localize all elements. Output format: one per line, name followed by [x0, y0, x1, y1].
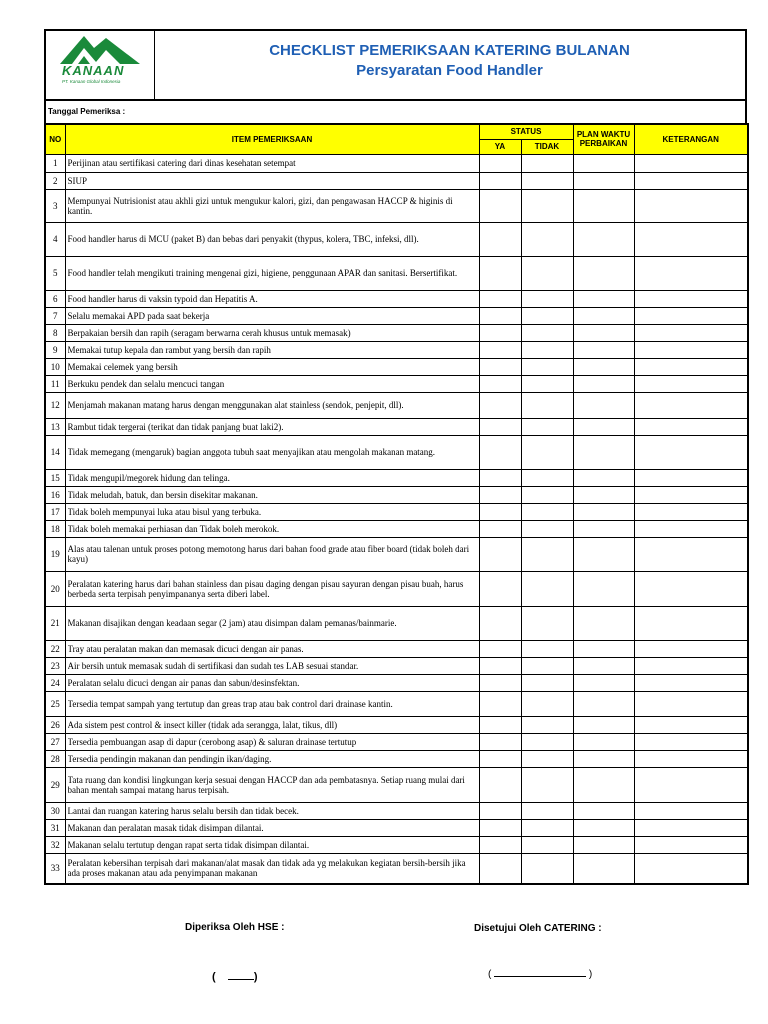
cell-ya[interactable] [479, 341, 521, 358]
cell-ya[interactable] [479, 537, 521, 571]
table-row [45, 767, 748, 802]
table-row [45, 503, 748, 520]
cell-ya[interactable] [479, 324, 521, 341]
cell-tidak[interactable] [521, 172, 573, 189]
row-item [65, 189, 479, 222]
row-item [65, 640, 479, 657]
cell-plan[interactable] [573, 836, 634, 853]
cell-plan[interactable] [573, 392, 634, 418]
row-item-text: Menjamah makanan matang harus dengan menggunakan alat stainless (sendok, penjepit, dll). [67, 400, 404, 410]
cell-keterangan[interactable] [634, 674, 748, 691]
row-item [65, 853, 479, 884]
table-row [45, 469, 748, 486]
table-row [45, 189, 748, 222]
row-number: 11 [45, 375, 65, 392]
row-item [65, 358, 479, 375]
row-number: 26 [45, 716, 65, 733]
header-keterangan: KETERANGAN [634, 124, 748, 154]
header-no: NO [45, 124, 65, 154]
row-number: 31 [45, 819, 65, 836]
row-item [65, 733, 479, 750]
row-number: 19 [45, 537, 65, 571]
row-number: 9 [45, 341, 65, 358]
table-row [45, 358, 748, 375]
cell-keterangan[interactable] [634, 520, 748, 537]
row-item [65, 767, 479, 802]
cell-tidak[interactable] [521, 486, 573, 503]
row-item-text: Tray atau peralatan makan dan memasak dicuci dengan air panas. [67, 643, 304, 654]
cell-tidak[interactable] [521, 189, 573, 222]
row-item [65, 674, 479, 691]
row-number: 29 [45, 767, 65, 802]
row-item-text: Perijinan atau sertifikasi catering dari dinas kesehatan setempat [67, 158, 296, 168]
cell-plan[interactable] [573, 571, 634, 606]
row-item [65, 520, 479, 537]
row-number: 3 [45, 189, 65, 222]
cell-tidak[interactable] [521, 853, 573, 884]
row-item [65, 418, 479, 435]
row-number: 10 [45, 358, 65, 375]
cell-ya[interactable] [479, 716, 521, 733]
cell-tidak[interactable] [521, 716, 573, 733]
cell-tidak[interactable] [521, 435, 573, 469]
cell-plan[interactable] [573, 733, 634, 750]
row-item-text: Tidak memegang (mengaruk) bagian anggota tubuh saat menyajikan atau mengolah makanan matang. [67, 447, 436, 457]
row-item [65, 486, 479, 503]
row-item-text: Ada sistem pest control & insect killer (tidak ada serangga, lalat, tikus, dll) [67, 719, 338, 730]
table-row [45, 733, 748, 750]
cell-ya[interactable] [479, 154, 521, 172]
cell-ya[interactable] [479, 691, 521, 716]
row-item-text: Berpakaian bersih dan rapih (seragam berwarna cerah khusus untuk memasak) [67, 327, 351, 338]
cell-tidak[interactable] [521, 819, 573, 836]
table-row [45, 290, 748, 307]
table-row [45, 802, 748, 819]
cell-keterangan[interactable] [634, 606, 748, 640]
row-item [65, 691, 479, 716]
document-title: CHECKLIST PEMERIKSAAN KATERING BULANAN [269, 42, 630, 59]
cell-keterangan[interactable] [634, 392, 748, 418]
row-number: 21 [45, 606, 65, 640]
row-number: 20 [45, 571, 65, 606]
cell-keterangan[interactable] [634, 324, 748, 341]
table-row [45, 750, 748, 767]
cell-plan[interactable] [573, 435, 634, 469]
row-item [65, 341, 479, 358]
cell-plan[interactable] [573, 819, 634, 836]
catering-signature-label: Disetujui Oleh CATERING : [474, 923, 602, 934]
row-number: 13 [45, 418, 65, 435]
cell-ya[interactable] [479, 657, 521, 674]
cell-plan[interactable] [573, 640, 634, 657]
row-item-text: Tidak mengupil/megorek hidung dan telinga. [67, 472, 230, 483]
cell-ya[interactable] [479, 674, 521, 691]
cell-tidak[interactable] [521, 256, 573, 290]
cell-ya[interactable] [479, 802, 521, 819]
row-number: 1 [45, 154, 65, 172]
row-item [65, 256, 479, 290]
signature-line [494, 968, 586, 977]
row-number: 15 [45, 469, 65, 486]
row-item-text: Tersedia tempat sampah yang tertutup dan greas trap atau bak control dari drainase kantin. [67, 698, 393, 709]
signature-line [228, 971, 254, 980]
table-row [45, 324, 748, 341]
logo-wordmark: KANAAN [62, 63, 125, 78]
cell-keterangan[interactable] [634, 716, 748, 733]
cell-plan[interactable] [573, 154, 634, 172]
table-row [45, 222, 748, 256]
cell-ya[interactable] [479, 469, 521, 486]
cell-keterangan[interactable] [634, 486, 748, 503]
table-row [45, 657, 748, 674]
row-item-text: Mempunyai Nutrisionist atau akhli gizi untuk mengukur kalori, gizi, dan pengawasan HACCP & higinis di kantin. [67, 195, 453, 216]
cell-tidak[interactable] [521, 606, 573, 640]
cell-plan[interactable] [573, 307, 634, 324]
row-number: 14 [45, 435, 65, 469]
row-item [65, 606, 479, 640]
catering-signature-field[interactable] [488, 968, 592, 980]
row-item-text: Berkuku pendek dan selalu mencuci tangan [67, 378, 225, 389]
cell-tidak[interactable] [521, 674, 573, 691]
cell-plan[interactable] [573, 324, 634, 341]
cell-ya[interactable] [479, 189, 521, 222]
cell-tidak[interactable] [521, 392, 573, 418]
row-item-text: Tidak meludah, batuk, dan bersin disekitar makanan. [67, 489, 258, 500]
table-row [45, 375, 748, 392]
row-item [65, 324, 479, 341]
row-item-text: Food handler harus di MCU (paket B) dan bebas dari penyakit (thypus, kolera, TBC, infeksi, dll). [67, 234, 419, 244]
cell-ya[interactable] [479, 571, 521, 606]
cell-keterangan[interactable] [634, 691, 748, 716]
row-number: 28 [45, 750, 65, 767]
cell-ya[interactable] [479, 819, 521, 836]
row-item [65, 503, 479, 520]
cell-tidak[interactable] [521, 571, 573, 606]
row-item-text: Tata ruang dan kondisi lingkungan kerja sesuai dengan HACCP dan ada pembatasnya. Setiap ruang mulai dari bahan mentah sampai matang harus terpisah. [67, 774, 465, 795]
cell-tidak[interactable] [521, 324, 573, 341]
table-row [45, 392, 748, 418]
hse-signature-field[interactable] [212, 971, 258, 983]
cell-keterangan[interactable] [634, 819, 748, 836]
row-item [65, 375, 479, 392]
cell-plan[interactable] [573, 503, 634, 520]
row-item-text: Peralatan katering harus dari bahan stainless dan pisau daging dengan pisau sayuran dengan pisau buah, harus berbeda serta terpisah penyimpananya serta diberi label. [67, 578, 464, 599]
cell-plan[interactable] [573, 469, 634, 486]
row-item-text: Food handler telah mengikuti training mengenai gizi, higiene, penggunaan APAR dan sanitasi. Bersertifikat. [67, 268, 458, 278]
row-number: 6 [45, 290, 65, 307]
cell-plan[interactable] [573, 537, 634, 571]
cell-tidak[interactable] [521, 290, 573, 307]
cell-plan[interactable] [573, 674, 634, 691]
table-row [45, 716, 748, 733]
row-number: 27 [45, 733, 65, 750]
cell-keterangan[interactable] [634, 767, 748, 802]
cell-keterangan[interactable] [634, 537, 748, 571]
row-number: 5 [45, 256, 65, 290]
row-item-text: Lantai dan ruangan katering harus selalu bersih dan tidak becek. [67, 805, 299, 816]
cell-keterangan[interactable] [634, 503, 748, 520]
cell-plan[interactable] [573, 853, 634, 884]
table-row [45, 836, 748, 853]
header-item: ITEM PEMERIKSAAN [65, 124, 479, 154]
cell-ya[interactable] [479, 853, 521, 884]
cell-tidak[interactable] [521, 802, 573, 819]
header-ya: YA [479, 139, 521, 154]
document-header [44, 29, 747, 101]
cell-keterangan[interactable] [634, 836, 748, 853]
row-number: 33 [45, 853, 65, 884]
table-row [45, 341, 748, 358]
cell-plan[interactable] [573, 418, 634, 435]
row-number: 25 [45, 691, 65, 716]
table-row [45, 256, 748, 290]
table-row [45, 154, 748, 172]
table-row [45, 537, 748, 571]
cell-ya[interactable] [479, 290, 521, 307]
row-item-text: Alas atau talenan untuk proses potong memotong harus dari bahan food grade atau fiber board (tidak boleh dari kayu) [67, 544, 470, 564]
cell-ya[interactable] [479, 750, 521, 767]
cell-plan[interactable] [573, 222, 634, 256]
table-row [45, 418, 748, 435]
cell-keterangan[interactable] [634, 358, 748, 375]
row-item [65, 836, 479, 853]
cell-plan[interactable] [573, 256, 634, 290]
cell-tidak[interactable] [521, 307, 573, 324]
cell-tidak[interactable] [521, 733, 573, 750]
mountain-logo-icon [58, 34, 142, 66]
row-item [65, 571, 479, 606]
close-paren: ) [253, 971, 258, 983]
cell-ya[interactable] [479, 418, 521, 435]
hse-signature-label: Diperiksa Oleh HSE : [185, 922, 285, 933]
row-number: 2 [45, 172, 65, 189]
document-subtitle: Persyaratan Food Handler [356, 62, 543, 79]
row-item [65, 154, 479, 172]
row-item-text: Air bersih untuk memasak sudah di sertifikasi dan sudah tes LAB sesuai standar. [67, 660, 359, 671]
table-row [45, 486, 748, 503]
table-row [45, 640, 748, 657]
row-number: 17 [45, 503, 65, 520]
row-item-text: Makanan disajikan dengan keadaan segar (2 jam) atau disimpan dalam pemanas/bainmarie. [67, 618, 397, 628]
row-item [65, 750, 479, 767]
row-number: 30 [45, 802, 65, 819]
row-item [65, 307, 479, 324]
cell-plan[interactable] [573, 691, 634, 716]
row-item [65, 290, 479, 307]
cell-ya[interactable] [479, 503, 521, 520]
cell-keterangan[interactable] [634, 307, 748, 324]
cell-keterangan[interactable] [634, 256, 748, 290]
cell-keterangan[interactable] [634, 571, 748, 606]
cell-ya[interactable] [479, 606, 521, 640]
cell-keterangan[interactable] [634, 222, 748, 256]
cell-tidak[interactable] [521, 503, 573, 520]
cell-tidak[interactable] [521, 836, 573, 853]
cell-plan[interactable] [573, 172, 634, 189]
table-row [45, 606, 748, 640]
cell-ya[interactable] [479, 486, 521, 503]
cell-plan[interactable] [573, 375, 634, 392]
row-item [65, 802, 479, 819]
row-item [65, 657, 479, 674]
signature-section [0, 918, 768, 1018]
cell-keterangan[interactable] [634, 341, 748, 358]
checklist-rows [45, 154, 748, 884]
cell-tidak[interactable] [521, 520, 573, 537]
row-number: 4 [45, 222, 65, 256]
cell-ya[interactable] [479, 836, 521, 853]
cell-keterangan[interactable] [634, 657, 748, 674]
cell-tidak[interactable] [521, 341, 573, 358]
cell-keterangan[interactable] [634, 640, 748, 657]
cell-plan[interactable] [573, 767, 634, 802]
cell-keterangan[interactable] [634, 469, 748, 486]
row-item [65, 222, 479, 256]
cell-plan[interactable] [573, 802, 634, 819]
cell-tidak[interactable] [521, 750, 573, 767]
logo-company-name: PT. Kanaan Global Indonesia [62, 79, 121, 84]
row-item [65, 469, 479, 486]
row-number: 12 [45, 392, 65, 418]
cell-plan[interactable] [573, 486, 634, 503]
cell-plan[interactable] [573, 716, 634, 733]
table-header-row [45, 124, 748, 139]
row-item [65, 716, 479, 733]
cell-keterangan[interactable] [634, 418, 748, 435]
cell-tidak[interactable] [521, 469, 573, 486]
cell-ya[interactable] [479, 222, 521, 256]
cell-ya[interactable] [479, 172, 521, 189]
row-item-text: SIUP [67, 175, 88, 186]
row-item-text: Tersedia pembuangan asap di dapur (cerobong asap) & saluran drainase tertutup [67, 736, 357, 747]
cell-plan[interactable] [573, 750, 634, 767]
row-number: 32 [45, 836, 65, 853]
cell-tidak[interactable] [521, 358, 573, 375]
open-paren: ( [488, 969, 492, 980]
cell-ya[interactable] [479, 392, 521, 418]
row-number: 18 [45, 520, 65, 537]
cell-plan[interactable] [573, 520, 634, 537]
checklist-table [44, 123, 749, 885]
cell-plan[interactable] [573, 290, 634, 307]
row-item [65, 435, 479, 469]
table-row [45, 691, 748, 716]
table-row [45, 307, 748, 324]
row-number: 8 [45, 324, 65, 341]
cell-tidak[interactable] [521, 767, 573, 802]
table-row [45, 819, 748, 836]
row-item-text: Tersedia pendingin makanan dan pendingin ikan/daging. [67, 753, 272, 764]
row-item-text: Peralatan kebersihan terpisah dari makanan/alat masak dan tidak ada yg melakukan kegiatan bersih-bersih jika ada proses makanan atau ada penyimpanan makanan [67, 858, 466, 879]
cell-keterangan[interactable] [634, 435, 748, 469]
cell-tidak[interactable] [521, 375, 573, 392]
cell-plan[interactable] [573, 606, 634, 640]
cell-ya[interactable] [479, 307, 521, 324]
row-item-text: Makanan selalu tertutup dengan rapat serta tidak disimpan dilantai. [67, 839, 310, 850]
company-logo [46, 31, 155, 101]
row-item-text: Memakai celemek yang bersih [67, 361, 178, 372]
cell-keterangan[interactable] [634, 802, 748, 819]
cell-plan[interactable] [573, 341, 634, 358]
cell-keterangan[interactable] [634, 853, 748, 884]
header-plan: PLAN WAKTU PERBAIKAN [573, 124, 634, 154]
cell-keterangan[interactable] [634, 750, 748, 767]
header-status: STATUS [479, 124, 573, 139]
cell-tidak[interactable] [521, 418, 573, 435]
cell-plan[interactable] [573, 189, 634, 222]
row-item-text: Tidak boleh mempunyai luka atau bisul yang terbuka. [67, 506, 262, 517]
cell-ya[interactable] [479, 358, 521, 375]
cell-plan[interactable] [573, 358, 634, 375]
cell-keterangan[interactable] [634, 189, 748, 222]
cell-ya[interactable] [479, 520, 521, 537]
cell-ya[interactable] [479, 640, 521, 657]
table-row [45, 172, 748, 189]
row-item [65, 392, 479, 418]
row-number: 24 [45, 674, 65, 691]
row-item-text: Tidak boleh memakai perhiasan dan Tidak boleh merokok. [67, 523, 280, 534]
cell-keterangan[interactable] [634, 154, 748, 172]
table-row [45, 571, 748, 606]
header-tidak: TIDAK [521, 139, 573, 154]
row-item-text: Rambut tidak tergerai (terikat dan tidak panjang buat laki2). [67, 421, 284, 432]
row-number: 7 [45, 307, 65, 324]
cell-ya[interactable] [479, 435, 521, 469]
inspection-date-label: Tanggal Pemeriksa : [44, 101, 747, 123]
row-number: 16 [45, 486, 65, 503]
row-item [65, 819, 479, 836]
row-item [65, 537, 479, 571]
cell-tidak[interactable] [521, 222, 573, 256]
row-item-text: Peralatan selalu dicuci dengan air panas dan sabun/desinsfektan. [67, 677, 300, 688]
cell-ya[interactable] [479, 733, 521, 750]
table-row [45, 520, 748, 537]
cell-tidak[interactable] [521, 657, 573, 674]
open-paren: ( [212, 971, 216, 983]
row-item-text: Memakai tutup kepala dan rambut yang bersih dan rapih [67, 344, 271, 355]
cell-tidak[interactable] [521, 537, 573, 571]
row-item-text: Selalu memakai APD pada saat bekerja [67, 310, 210, 321]
checklist-sheet [44, 29, 747, 885]
cell-keterangan[interactable] [634, 290, 748, 307]
cell-ya[interactable] [479, 256, 521, 290]
cell-ya[interactable] [479, 375, 521, 392]
table-row [45, 674, 748, 691]
cell-plan[interactable] [573, 657, 634, 674]
cell-ya[interactable] [479, 767, 521, 802]
cell-tidak[interactable] [521, 640, 573, 657]
row-item-text: Food handler harus di vaksin typoid dan Hepatitis A. [67, 293, 258, 304]
row-item-text: Makanan dan peralatan masak tidak disimpan dilantai. [67, 822, 264, 833]
row-item [65, 172, 479, 189]
row-number: 22 [45, 640, 65, 657]
table-row [45, 853, 748, 884]
cell-tidak[interactable] [521, 154, 573, 172]
cell-tidak[interactable] [521, 691, 573, 716]
table-row [45, 435, 748, 469]
row-number: 23 [45, 657, 65, 674]
cell-keterangan[interactable] [634, 172, 748, 189]
cell-keterangan[interactable] [634, 733, 748, 750]
close-paren: ) [588, 969, 593, 980]
cell-keterangan[interactable] [634, 375, 748, 392]
